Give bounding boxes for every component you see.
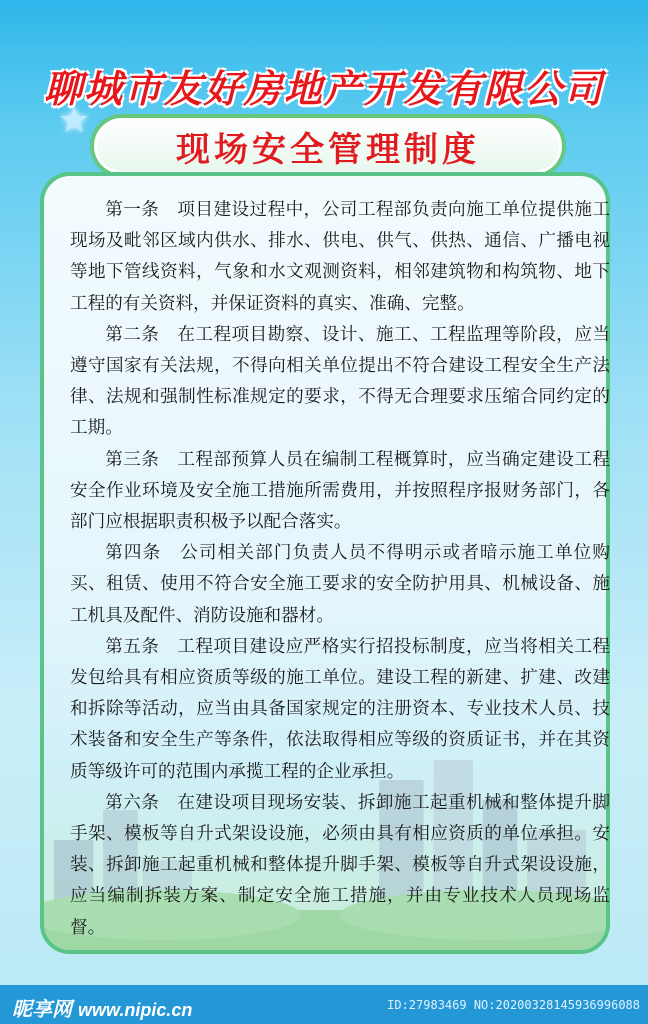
watermark-id: ID:27983469 NO:20200328145936996088 — [387, 998, 640, 1012]
watermark-logo-text: 昵享网 — [12, 999, 72, 1021]
article-3: 第三条 工程部预算人员在编制工程概算时，应当确定建设工程安全作业环境及安全施工措施所需费用，并按照程序报财务部门，各部门应根据职责积极予以配合落实。 — [70, 449, 610, 533]
title-banner — [90, 114, 566, 178]
star-icon: ★ — [58, 100, 91, 141]
company-name: 聊城市友好房地产开发有限公司 — [43, 66, 604, 111]
watermark-url: www.nipic.cn — [78, 1000, 193, 1020]
page-title: 现场安全管理制度 — [176, 129, 480, 170]
article-4: 第四条 公司相关部门负责人员不得明示或者暗示施工单位购买、租赁、使用不符合安全施工要求的安全防护用具、机械设备、施工机具及配件、消防设施和器材。 — [70, 543, 610, 626]
article-1: 第一条 项目建设过程中，公司工程部负责向施工单位提供施工现场及毗邻区域内供水、排水、供电、供气、供热、通信、广播电视等地下管线资料，气象和水文观测资料，相邻建筑物和构筑物、地下工程的有关资料，并保证资料的真实、准确、完整。 — [70, 200, 610, 314]
article-6: 第六条 在建设项目现场安装、拆卸施工起重机械和整体提升脚手架、模板等自升式架设设施，必须由具有相应资质的单位承担。安装、拆卸施工起重机械和整体提升脚手架、模板等自升式架设设施，应当编制拆装方案、制定安全施工措施，并由专业技术人员现场监督。 — [70, 792, 610, 938]
article-5: 第五条 工程项目建设应严格实行招投标制度，应当将相关工程发包给具有相应资质等级的施工单位。建设工程的新建、扩建、改建和拆除等活动，应当由具备国家规定的注册资本、专业技术人员、技术装备和安全生产等条件，依法取得相应等级的资质证书，并在其资质等级许可的范围内承揽工程的企业承担。 — [70, 636, 610, 782]
watermark-logo — [12, 993, 192, 1022]
article-list — [70, 195, 610, 944]
article-2: 第二条 在工程项目勘察、设计、施工、工程监理等阶段，应当遵守国家有关法规，不得向相关单位提出不符合建设工程安全生产法律、法规和强制性标准规定的要求，不得无合理要求压缩合同约定的工期。 — [70, 324, 610, 439]
